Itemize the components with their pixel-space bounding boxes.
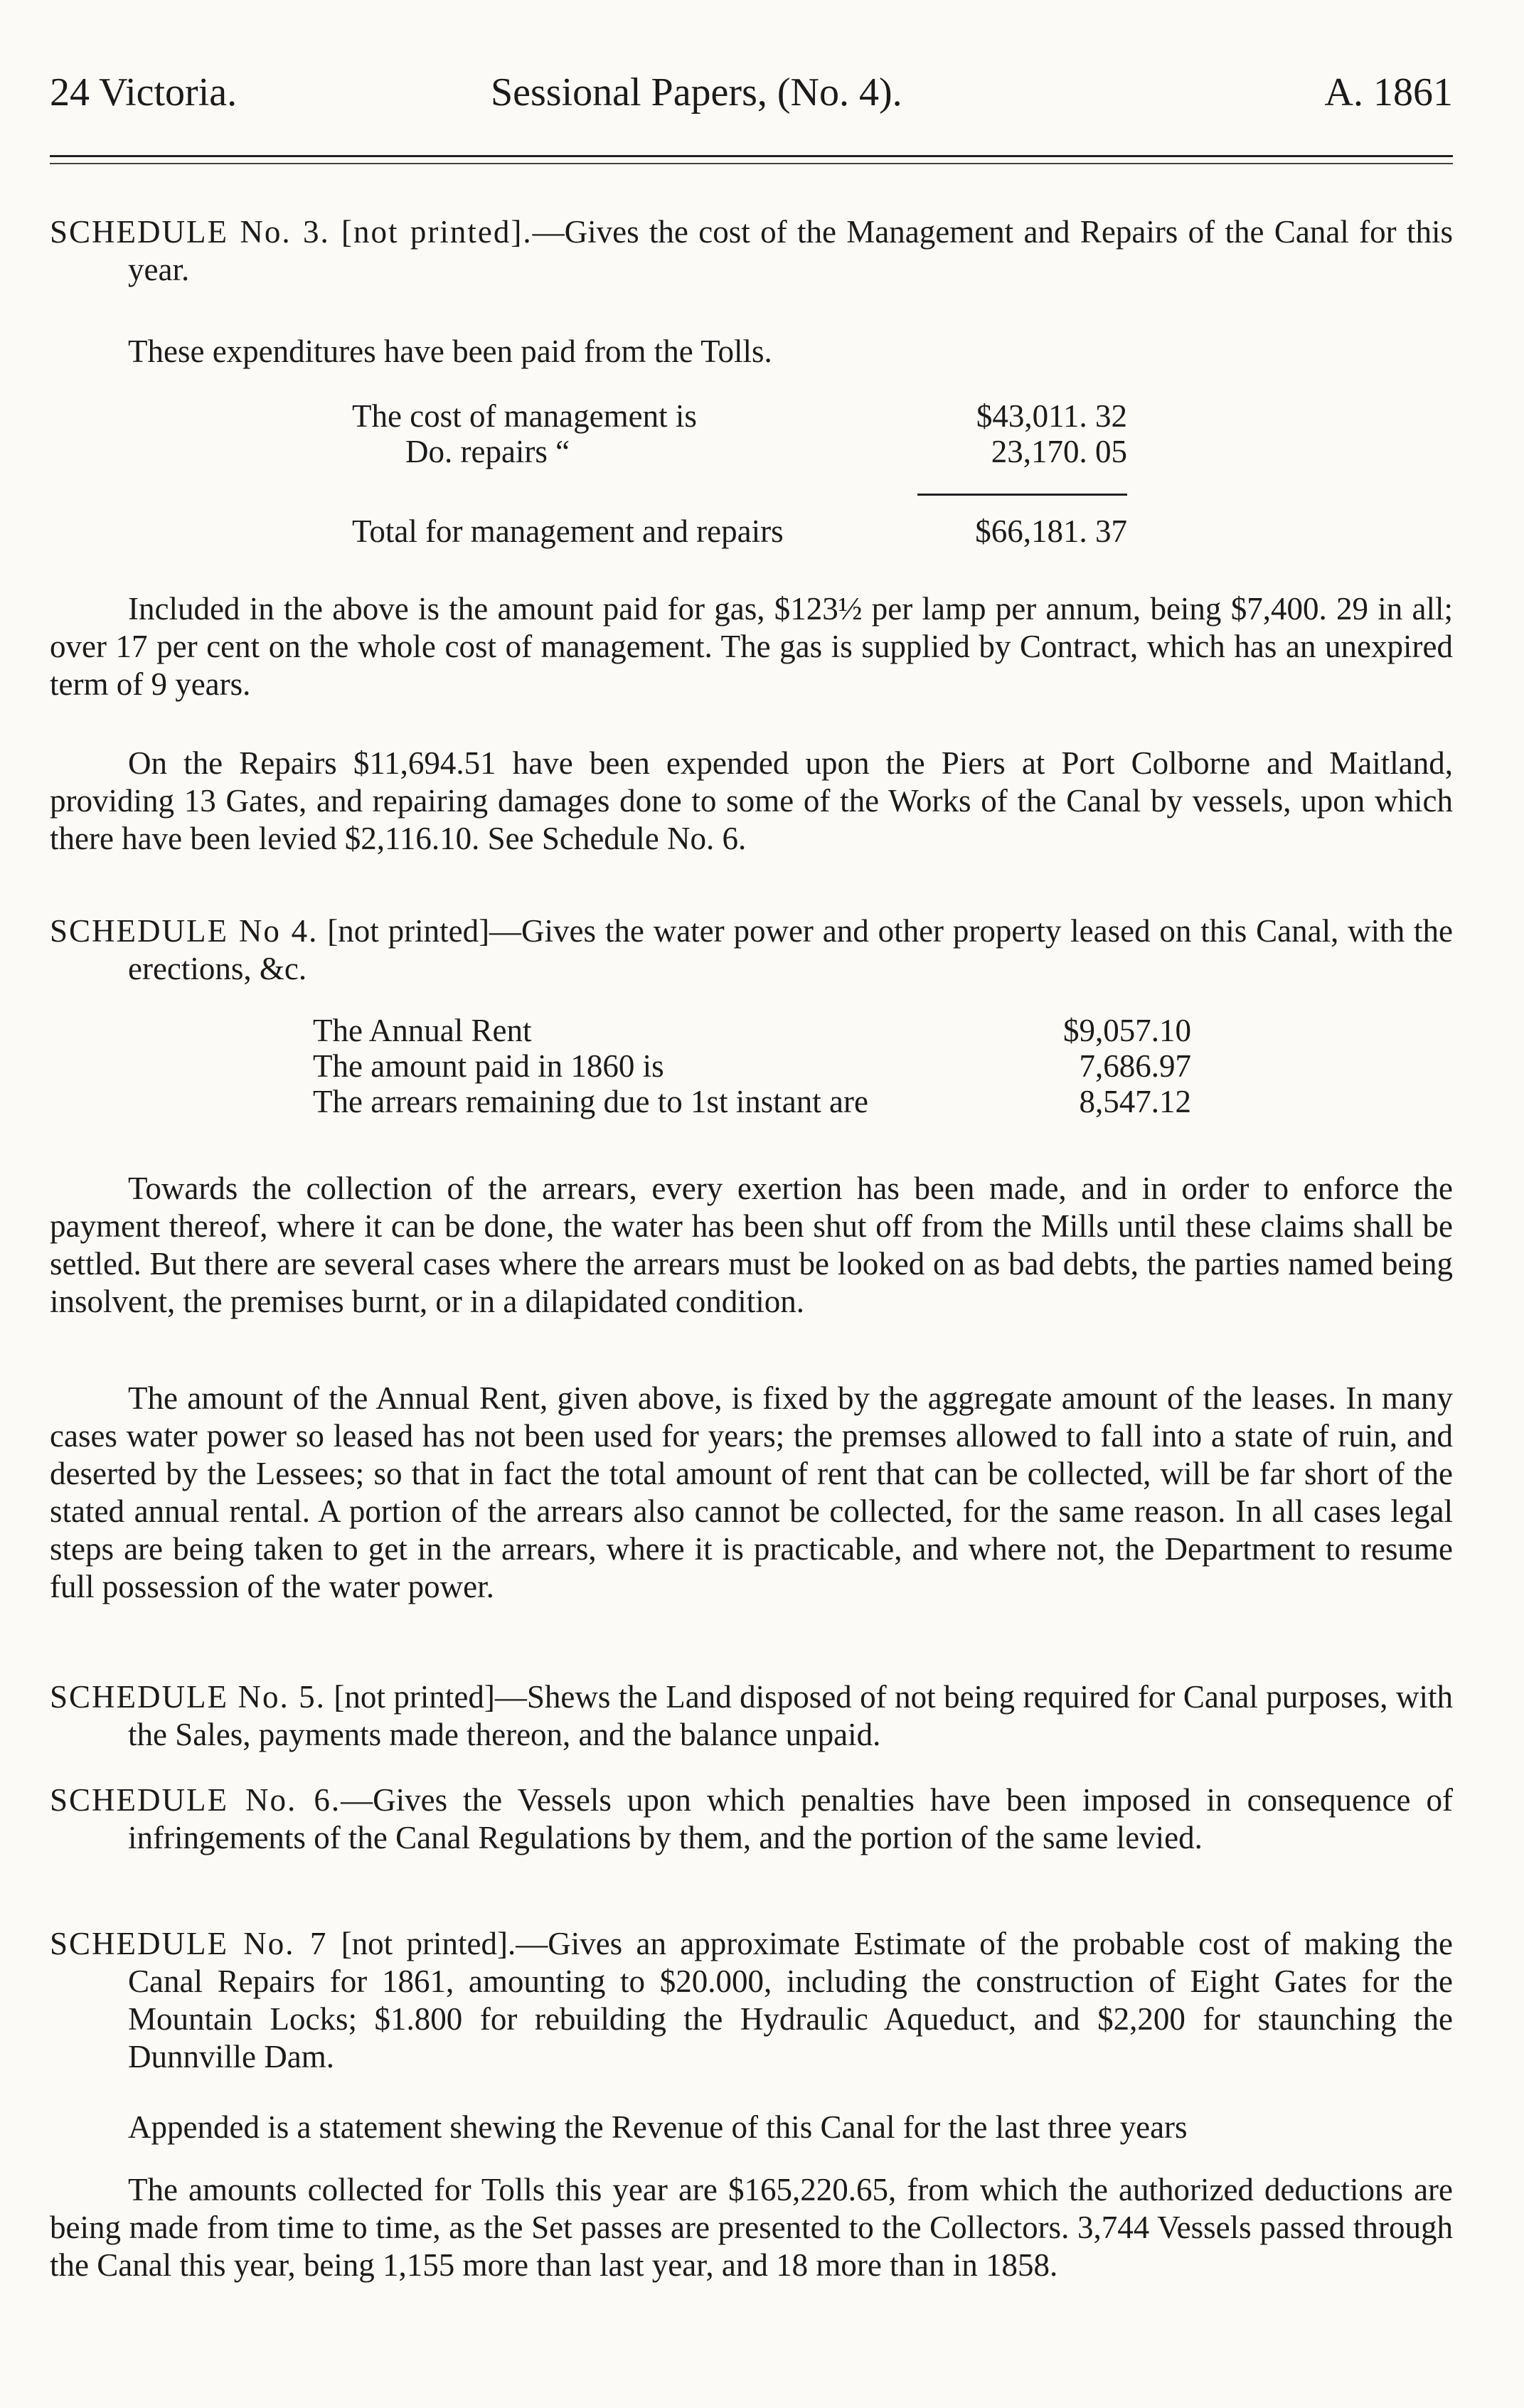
gas-paragraph: Included in the above is the amount paid for gas, $123½ per lamp per annum, being $7,400. 29 in all; over 17 per cent on the whole cost of management. The gas is supplied by Contract, which has an unexpired term of 9 years.: [50, 591, 1453, 702]
schedule-3-lead: SCHEDULE No. 3. [not printed].: [50, 214, 533, 250]
tolls-paragraph: The amounts collected for Tolls this year are $165,220.65, from which the authorized deductions are being made from time to time, as the Set passes are presented to the Collectors. 3,744 Vessels passed through the Canal this year, being 1,155 more than last year, and 18 more than in 1858.: [50, 2172, 1453, 2283]
appended-statement: Appended is a statement shewing the Revenue of this Canal for the last three years: [128, 2109, 1188, 2145]
schedule-7-text: [not printed].—Gives an approximate Estimate of the probable cost of making the Canal Repairs for 1861, amounting to $20.000, including the construction of Eight Gates for the Mountain Locks; $1.800 for rebuilding the Hydraulic Aqueduct, and $2,200 for staunching the Dunnville Dam.: [128, 1926, 1453, 2074]
table-row: [313, 1048, 1191, 1084]
schedule-3-text: —Gives the cost of the Management and Repairs of the Canal for this year.: [128, 214, 1453, 287]
schedule-6-paragraph: [50, 1781, 1453, 1857]
annual-rent-paragraph: The amount of the Annual Rent, given above, is fixed by the aggregate amount of the leases. In many cases water power so leased has not been used for years; the premses allowed to fall into a state of ruin, and deserted by the Lessees; so that in fact the total amount of rent that can be collected, will be far short of the stated annual rental. A portion of the arrears also cannot be collected, for the same reason. In all cases legal steps are being taken to get in the arrears, where it is practicable, and where not, the Department to resume full possession of the water power.: [50, 1380, 1453, 1604]
schedule-5-paragraph: [50, 1678, 1453, 1754]
table-row-value: $43,011. 32: [976, 398, 1127, 434]
table-row-value: 7,686.97: [1079, 1048, 1191, 1084]
schedule-5-lead: SCHEDULE No. 5.: [50, 1679, 326, 1715]
management-total: [352, 513, 1127, 549]
table-row-total: [352, 513, 1127, 549]
table-row: [313, 1013, 1191, 1048]
management-table: [352, 398, 1127, 469]
table-row-value: 8,547.12: [1079, 1084, 1191, 1119]
total-label: Total for management and repairs: [352, 513, 784, 549]
table-row: [352, 398, 1127, 434]
header-year: A. 1861: [1324, 70, 1453, 114]
schedule-6-text: —Gives the Vessels upon which penalties have been imposed in consequence of infringements of the Canal Regulations by them, and the portion of the same levied.: [128, 1782, 1453, 1855]
table-row-label: The Annual Rent: [313, 1013, 532, 1048]
table-row-value: $9,057.10: [1063, 1013, 1191, 1048]
schedule-3-paragraph: [50, 213, 1453, 289]
table-row-label: Do. repairs “: [405, 434, 570, 469]
table-row-label: The cost of management is: [352, 398, 697, 434]
schedule-5-text: [not printed]—Shews the Land disposed of not being required for Canal purposes, with the Sales, payments made thereon, and the balance unpaid.: [128, 1679, 1453, 1752]
schedule-4-paragraph: [50, 912, 1453, 988]
schedule-4-lead: SCHEDULE No 4.: [50, 913, 319, 949]
page-header: [50, 68, 1453, 117]
header-title: Sessional Papers, (No. 4).: [491, 70, 902, 114]
arrears-paragraph: Towards the collection of the arrears, every exertion has been made, and in order to enforce the payment thereof, where it can be done, the water has been shut off from the Mills until these claims shall be settled. But there are several cases where the arrears must be looked on as bad debts, the parties named being insolvent, the premises burnt, or in a dilapidated condition.: [50, 1171, 1453, 1319]
schedule-4-text: [not printed]—Gives the water power and other property leased on this Canal, with the erections, &c.: [128, 913, 1454, 986]
table-row-label: The amount paid in 1860 is: [313, 1048, 664, 1084]
schedule-7-paragraph: [50, 1925, 1453, 2076]
table-row: [313, 1084, 1191, 1119]
repairs-paragraph: On the Repairs $11,694.51 have been expended upon the Piers at Port Colborne and Maitland, providing 13 Gates, and repairing damages done to some of the Works of the Canal by vessels, upon which there have been levied $2,116.10. See Schedule No. 6.: [50, 745, 1453, 856]
header-session: 24 Victoria.: [50, 70, 238, 114]
table-row-value: 23,170. 05: [991, 434, 1127, 469]
table-row: [352, 434, 1127, 469]
expenditures-note: These expenditures have been paid from the Tolls.: [128, 334, 772, 369]
table-row-label: The arrears remaining due to 1st instant are: [313, 1084, 868, 1119]
total-rule: [917, 494, 1127, 496]
total-value: $66,181. 37: [975, 513, 1127, 549]
schedule-6-lead: SCHEDULE No. 6.: [50, 1782, 341, 1818]
header-rule: [50, 155, 1453, 164]
schedule-7-lead: SCHEDULE No. 7: [50, 1926, 328, 1961]
rent-table: [313, 1013, 1191, 1119]
